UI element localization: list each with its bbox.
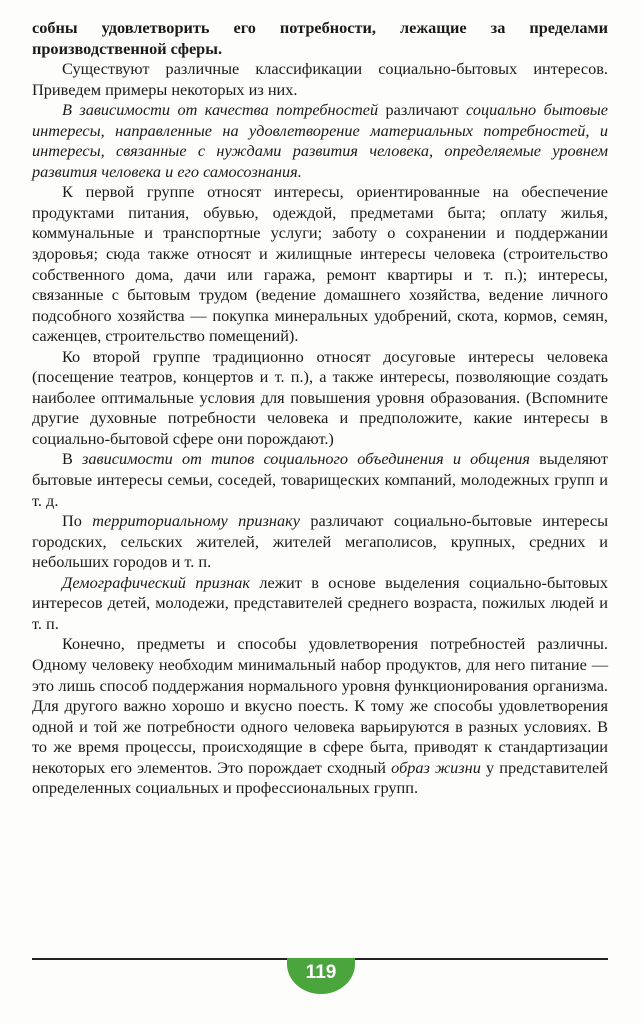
page-number: 119 xyxy=(305,962,337,983)
paragraph-second-group xyxy=(32,347,608,450)
paragraph-social-types xyxy=(32,449,608,511)
paragraph-lifestyle xyxy=(32,634,608,798)
paragraph-quality xyxy=(32,100,608,182)
text-run: различают xyxy=(378,100,467,120)
page-number-badge xyxy=(287,958,355,994)
term-italic: Демографический признак xyxy=(62,572,250,592)
text-run: К первой группе относят интересы, ориентированные на обеспечение продуктами питания, обувью, одеждой, предметами быта; оплату жилья, коммунальные и транспортные услуги; заботу о сохранении и поддержании здоровья; сюда также относят и жилищные интересы человека (строительство собственного дома, дачи или гаража, ремонт квартиры и т. п.); интересы, связанные с бытовым трудом (ведение домашнего хозяйства, ведение личного подсобного хозяйства — покупка минеральных удобрений, скота, кормов, семян, саженцев, строительство помещений). xyxy=(32,182,608,346)
text-run: выделяют бытовые интересы семьи, соседей, товарищеских компаний, молодежных групп и т. д. xyxy=(32,449,608,510)
text-run: лежит в основе выделения социально-бытовых интересов детей, молодежи, представителей среднего возраста, пожилых людей и т. п. xyxy=(32,572,608,633)
text-run: Существуют различные классификации социально-бытовых интересов. Приведем примеры некоторых из них. xyxy=(32,59,608,99)
paragraph-territorial xyxy=(32,511,608,573)
paragraph-classifications xyxy=(32,59,608,100)
term-italic: образ жизни xyxy=(391,757,481,777)
text-run: различают социально-бытовые интересы городских, сельских жителей, жителей мегаполисов, крупных, средних и небольших городов и т. п. xyxy=(32,511,609,572)
text-run: у представителей определенных социальных и профессиональных групп. xyxy=(32,757,608,798)
term-italic: зависимости от типов социального объединения и общения xyxy=(82,449,530,469)
text-run: Ко второй группе традиционно относят досуговые интересы человека (посещение театров, концертов и т. п.), а также интересы, позволяющие создать наиболее оптимальные условия для повышения уровня образования. (Вспомните другие духовные потребности человека и предположите, какие интересы в социально-бытовой сфере они порождают.) xyxy=(32,346,608,448)
text-run: Конечно, предметы и способы удовлетворения потребностей различны. Одному человеку необходим минимальный набор продуктов, для него питание — это лишь способ поддержания нормального уровня функционирования организма. Для другого важно хорошо и вкусно поесть. К тому же способы удовлетворения одной и той же потребности одного человека варьируются в разных условиях. В то же время процессы, происходящие в сфере быта, приводят к стандартизации некоторых его элементов. Это порождает сходный xyxy=(32,634,608,777)
paragraph-first-group xyxy=(32,182,608,346)
term-italic: социально бытовые интересы, направленные на удовлетворение материальных потребностей, и интересы, связанные с нуждами развития человека, определяемые уровнем развития человека и его самосознания. xyxy=(32,100,608,181)
text-run: По xyxy=(62,511,93,531)
term-italic: В зависимости от качества потребностей xyxy=(62,100,379,120)
paragraph-demographic xyxy=(32,573,608,635)
paragraph-intro xyxy=(32,18,608,59)
page-body xyxy=(32,18,608,799)
term-italic: территориальному признаку xyxy=(92,511,300,531)
text-run: В xyxy=(62,449,83,469)
bold-text: собны удовлетворить его потребности, лежащие за пределами производственной сферы. xyxy=(32,18,608,58)
